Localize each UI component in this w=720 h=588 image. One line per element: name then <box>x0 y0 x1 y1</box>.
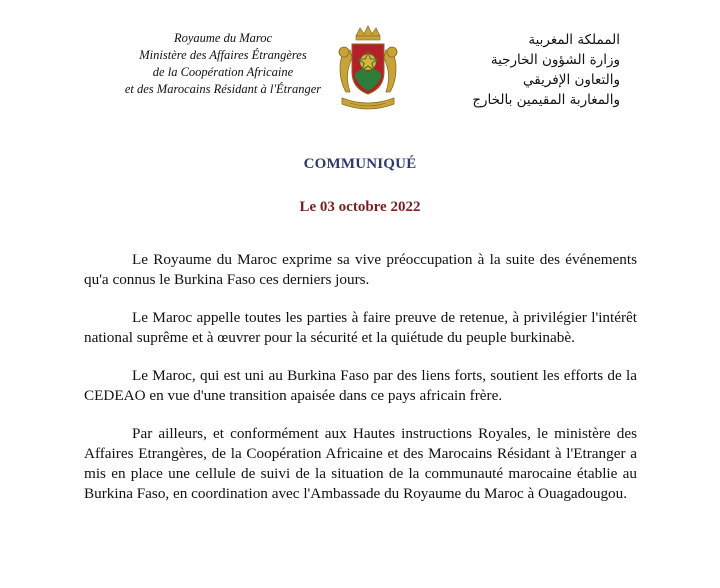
body-paragraph: Le Maroc appelle toutes les parties à faire preuve de retenue, à privilégier l'intérêt national suprême et à œuvrer pour la sécurité et la quiétude du peuple burkinabè. <box>84 309 637 346</box>
arabic-ministry-heading <box>440 30 620 110</box>
document-date: Le 03 octobre 2022 <box>299 199 421 215</box>
french-heading-line: Royaume du Maroc <box>173 31 273 45</box>
body-paragraph: Par ailleurs, et conformément aux Hautes instructions Royales, le ministère des Affaires Etrangères, de la Coopération Africaine et des Marocains Résidant à l'Etranger a mis en place une cellule de suivi de la situation de la communauté marocaine établie au Burkina Faso, en coordination avec l'Ambassade du Royaume du Maroc à Ouagadougou. <box>84 425 637 502</box>
arabic-heading-line: والتعاون الإفريقي <box>523 72 620 88</box>
french-ministry-heading <box>118 30 328 98</box>
french-heading-line: de la Coopération Africaine <box>152 65 294 79</box>
document-title: COMMUNIQUÉ <box>303 156 417 172</box>
letterhead <box>0 0 720 140</box>
french-heading-line: Ministère des Affaires Étrangères <box>139 48 307 62</box>
communique-body <box>84 250 637 522</box>
moroccan-coat-of-arms-icon <box>328 22 408 122</box>
body-paragraph: Le Royaume du Maroc exprime sa vive préoccupation à la suite des événements qu'a connus le Burkina Faso ces derniers jours. <box>84 251 637 288</box>
arabic-heading-line: المملكة المغربية <box>528 32 620 48</box>
body-paragraph: Le Maroc, qui est uni au Burkina Faso par des liens forts, soutient les efforts de la CEDEAO en vue d'une transition apaisée dans ce pays africain frère. <box>84 367 637 404</box>
arabic-heading-line: والمغاربة المقيمين بالخارج <box>472 92 620 108</box>
arabic-heading-line: وزارة الشؤون الخارجية <box>490 52 620 68</box>
french-heading-line: et des Marocains Résidant à l'Étranger <box>124 82 322 96</box>
